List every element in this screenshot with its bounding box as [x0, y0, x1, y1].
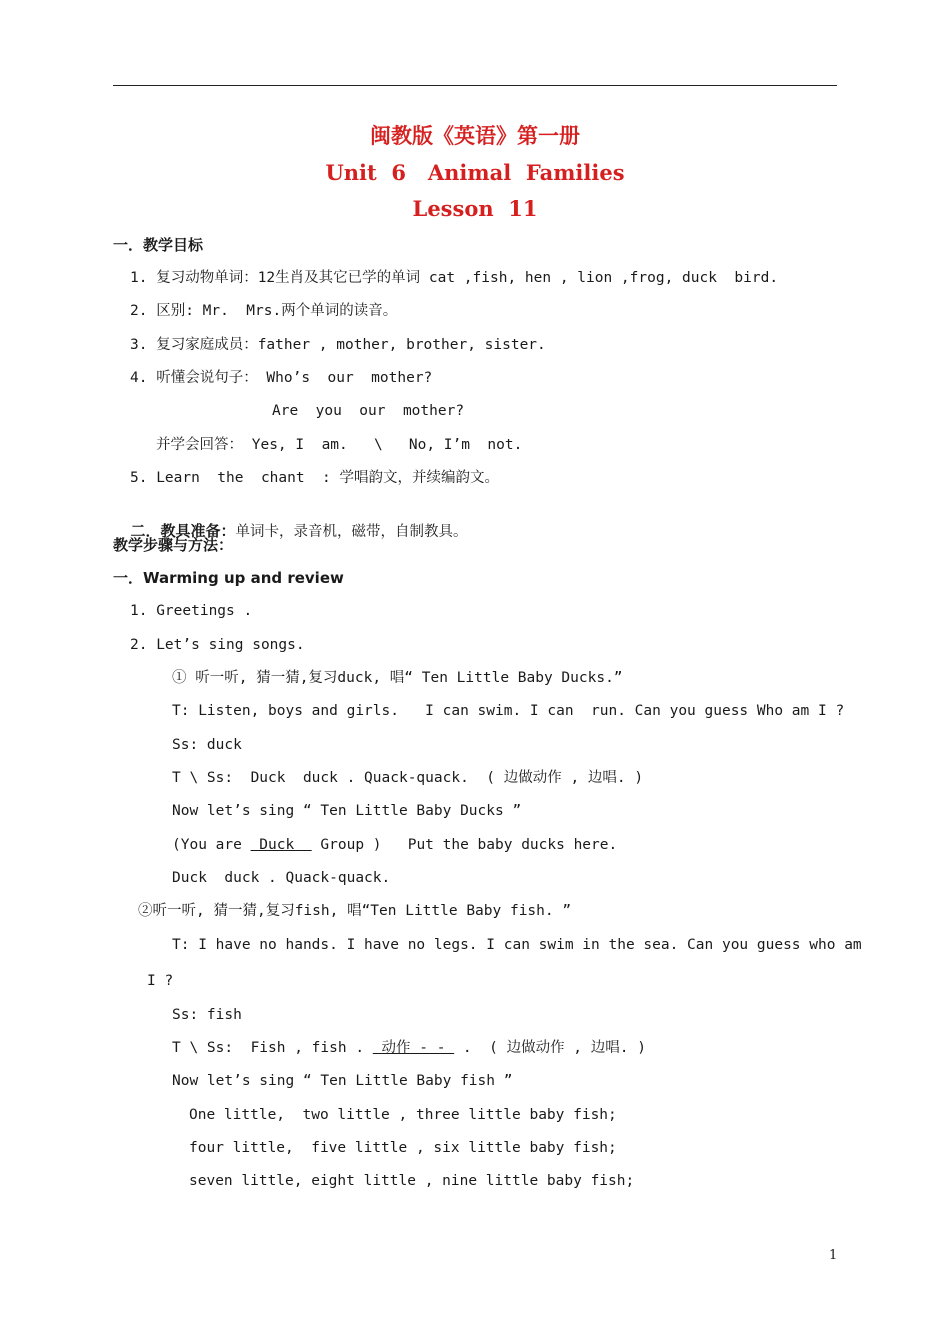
- objective-item: Are you our mother?: [272, 403, 465, 419]
- fish-ts-line: [172, 1038, 646, 1058]
- step-sing: 2. Let’s sing songs.: [130, 637, 305, 653]
- unit-title: Unit 6 Animal Families: [325, 160, 625, 185]
- section1-heading: 一．教学目标: [113, 236, 204, 254]
- duck-ts-line: T \ Ss: Duck duck . Quack-quack. ( 边做动作 , 边唱. ): [172, 770, 644, 786]
- fish-teacher-cont: I ?: [147, 973, 174, 989]
- warmup-heading: 一．Warming up and review: [113, 569, 344, 587]
- page-number: 1: [829, 1248, 838, 1263]
- duck-group-post: Group ) Put the baby ducks here.: [311, 837, 618, 853]
- objective-item: 1. 复习动物单词：12生肖及其它已学的单词 cat ,fish, hen , lion ,frog, duck bird.: [130, 270, 779, 286]
- step-greetings: 1. Greetings .: [130, 603, 253, 619]
- fish-lyric-line: seven little, eight little , nine little baby fish;: [189, 1173, 635, 1189]
- header-rule: [113, 85, 837, 86]
- section2-heading: 二．教具准备：: [130, 522, 236, 540]
- section2-content: 单词卡，录音机，磁带，自制教具。: [235, 524, 468, 540]
- fish-ts-pre: T \ Ss: Fish , fish .: [172, 1040, 373, 1056]
- fish-teacher-line: T: I have no hands. I have no legs. I can swim in the sea. Can you guess who am: [172, 937, 862, 953]
- objective-item: 3. 复习家庭成员：father , mother, brother, sister.: [130, 337, 546, 353]
- objective-item: 并学会回答： Yes, I am. \ No, I’m not.: [156, 437, 523, 453]
- fish-now-sing: Now let’s sing “ Ten Little Baby fish ”: [172, 1073, 513, 1089]
- document-title: 闽教版《英语》第一册: [370, 123, 580, 148]
- fish-lyric-line: four little, five little , six little baby fish;: [189, 1140, 617, 1156]
- fish-intro: ②听一听, 猜一猜,复习fish, 唱“Ten Little Baby fish. ”: [138, 903, 572, 919]
- objective-item: 2. 区别: Mr. Mrs.两个单词的读音。: [130, 303, 398, 319]
- duck-now-sing: Now let’s sing “ Ten Little Baby Ducks ”: [172, 803, 522, 819]
- duck-students-line: Ss: duck: [172, 737, 242, 753]
- objective-item: 5. Learn the chant : 学唱韵文，并续编韵文。: [130, 470, 500, 486]
- fish-students-line: Ss: fish: [172, 1007, 242, 1023]
- objective-item: 4. 听懂会说句子： Who’s our mother?: [130, 370, 433, 386]
- duck-group-pre: (You are: [172, 837, 251, 853]
- duck-chant: Duck duck . Quack-quack.: [172, 870, 391, 886]
- fish-lyric-line: One little, two little , three little baby fish;: [189, 1107, 617, 1123]
- fish-ts-blank: 动作 - -: [372, 1040, 455, 1056]
- lesson-title: Lesson 11: [412, 196, 538, 221]
- duck-group-blank: Duck: [250, 837, 312, 853]
- fish-ts-post: . ( 边做动作 , 边唱. ): [454, 1040, 646, 1056]
- duck-group-line: [172, 835, 617, 855]
- steps-heading: 教学步骤与方法：: [113, 536, 234, 554]
- duck-teacher-line: T: Listen, boys and girls. I can swim. I can run. Can you guess Who am I ?: [172, 703, 845, 719]
- duck-intro: ① 听一听, 猜一猜,复习duck, 唱“ Ten Little Baby Ducks.”: [172, 670, 623, 686]
